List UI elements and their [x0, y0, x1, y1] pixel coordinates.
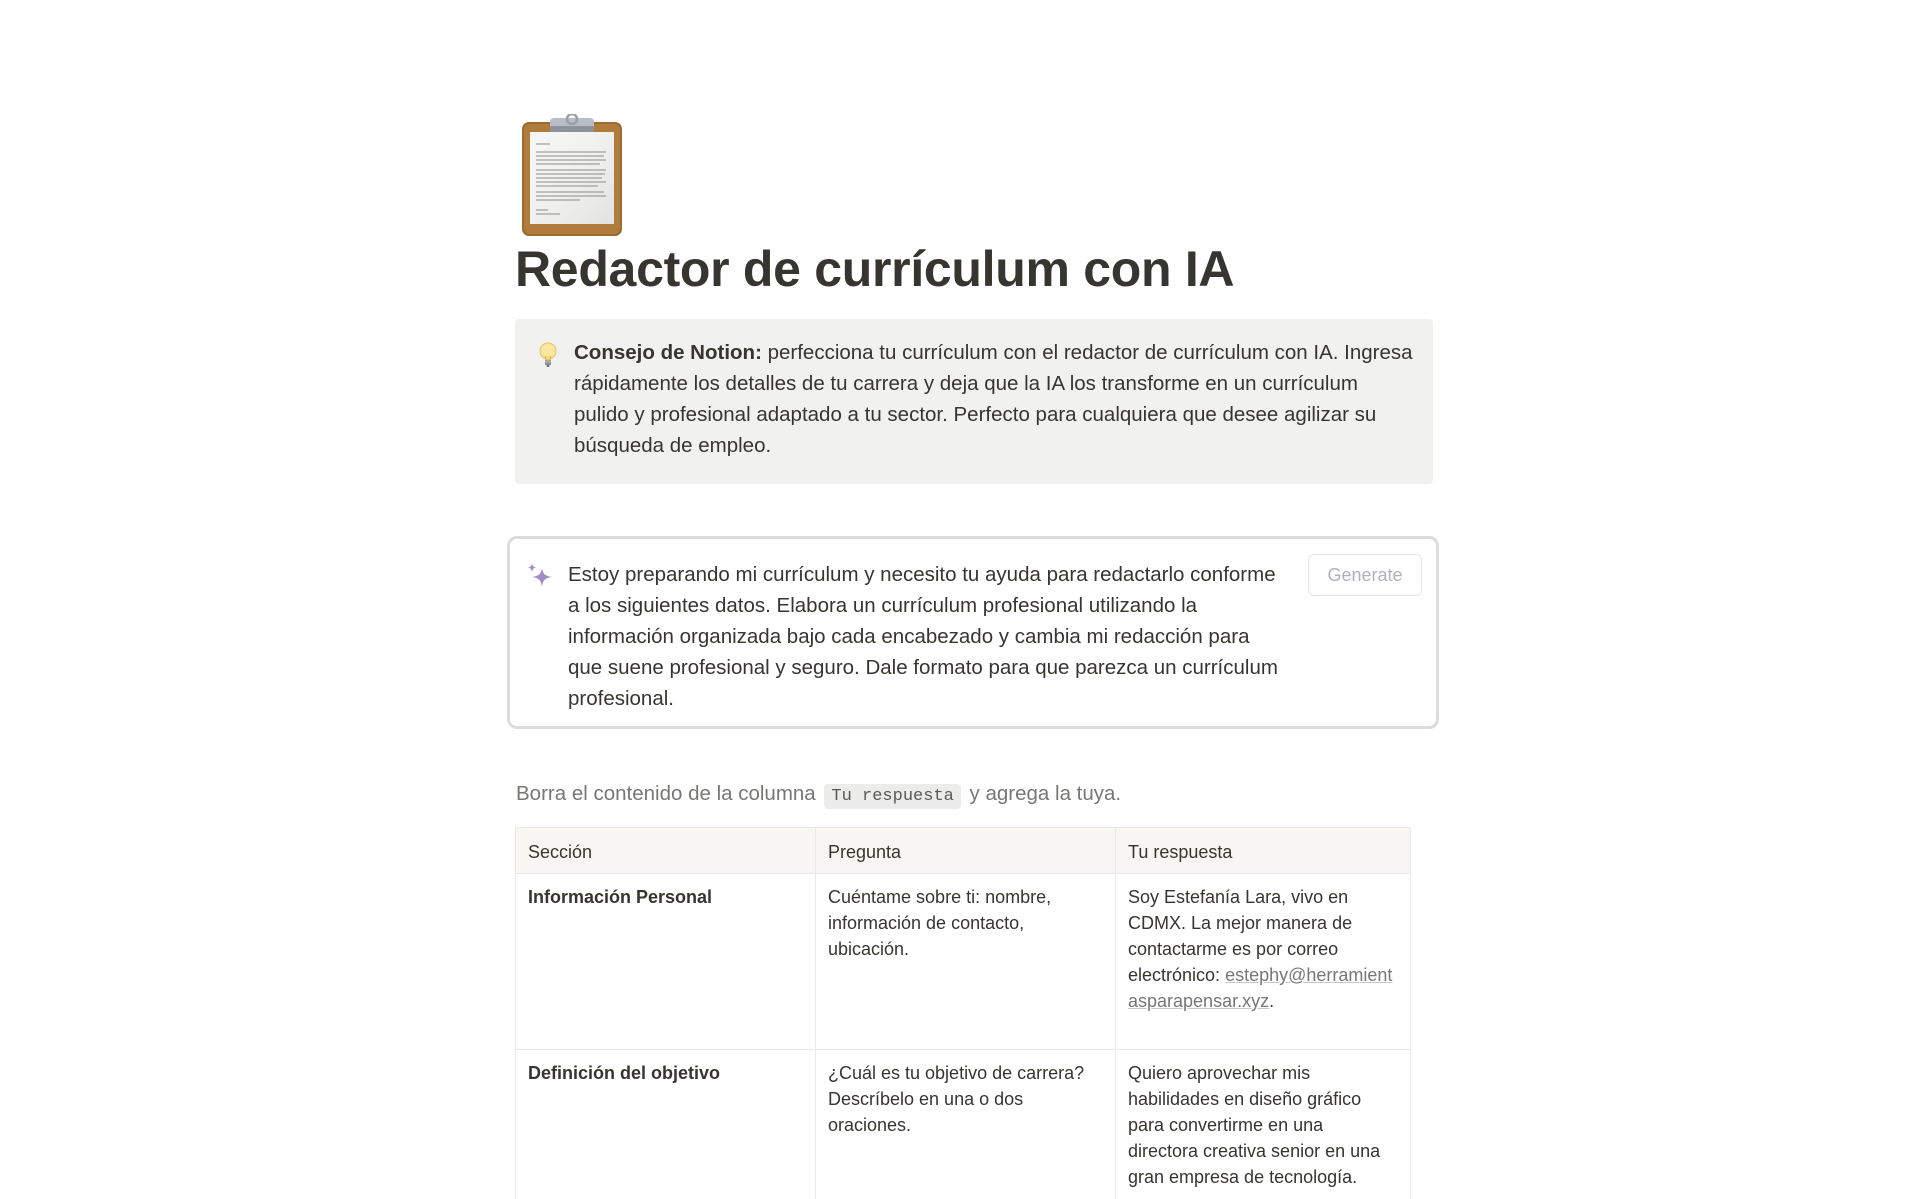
header-pregunta[interactable]: Pregunta	[816, 828, 1116, 874]
instruction-text	[516, 782, 1121, 806]
ai-prompt-text[interactable]: Estoy preparando mi currículum y necesito tu ayuda para redactarlo conforme a los siguientes datos. Elabora un currículum profesional utilizando la información organizada bajo cada encabezado y cambia mi redacción para que suene profesional y seguro. Dale formato para que parezca un currículum profesional.	[568, 563, 1278, 710]
answer-text: Soy Estefanía Lara, vivo en CDMX. La mejor manera de contactarme es por correo electrónico:	[1128, 887, 1353, 985]
instruction-after: y agrega la tuya.	[969, 782, 1122, 805]
table-cell-answer[interactable]: Quiero aprovechar mis habilidades en diseño gráfico para convertirme en una directora creativa senior en una gran empresa de tecnología.	[1116, 1050, 1411, 1199]
page-title[interactable]: Redactor de currículum con IA	[515, 241, 1235, 297]
instruction-before: Borra el contenido de la columna	[516, 782, 816, 805]
table-cell-answer[interactable]	[1116, 874, 1411, 1050]
table-row	[516, 874, 1411, 1050]
resume-table	[515, 827, 1410, 1199]
clipboard-icon[interactable]	[520, 114, 624, 238]
ai-prompt-block[interactable]	[507, 536, 1439, 729]
table-cell-question[interactable]: Cuéntame sobre ti: nombre, información de contacto, ubicación.	[816, 874, 1116, 1050]
answer-end: .	[1269, 991, 1275, 1011]
instruction-code: Tu respuesta	[824, 784, 960, 809]
lightbulb-icon	[537, 341, 559, 369]
table-cell-question[interactable]: ¿Cuál es tu objetivo de carrera? Descríbelo en una o dos oraciones.	[816, 1050, 1116, 1199]
table-header-row	[516, 828, 1411, 874]
callout-bold-label: Consejo de Notion:	[574, 341, 762, 364]
callout	[515, 319, 1433, 484]
email-link[interactable]: estephy@herramientasparapensar.xyz	[1128, 965, 1393, 1011]
generate-button[interactable]: Generate	[1308, 554, 1422, 596]
table-row	[516, 1050, 1411, 1199]
header-tu-respuesta[interactable]: Tu respuesta	[1116, 828, 1411, 874]
callout-text	[574, 337, 1414, 461]
table-cell-section[interactable]: Información Personal	[516, 874, 816, 1050]
table-cell-section[interactable]: Definición del objetivo	[516, 1050, 816, 1199]
header-seccion[interactable]: Sección	[516, 828, 816, 874]
sparkle-icon	[525, 561, 555, 591]
callout-body: perfecciona tu currículum con el redactor de currículum con IA. Ingresa rápidamente los detalles de tu carrera y deja que la IA los transforme en un currículum pulido y profesional adaptado a tu sector. Perfecto para cualquiera que desee agilizar su búsqueda de empleo.	[574, 341, 1413, 457]
